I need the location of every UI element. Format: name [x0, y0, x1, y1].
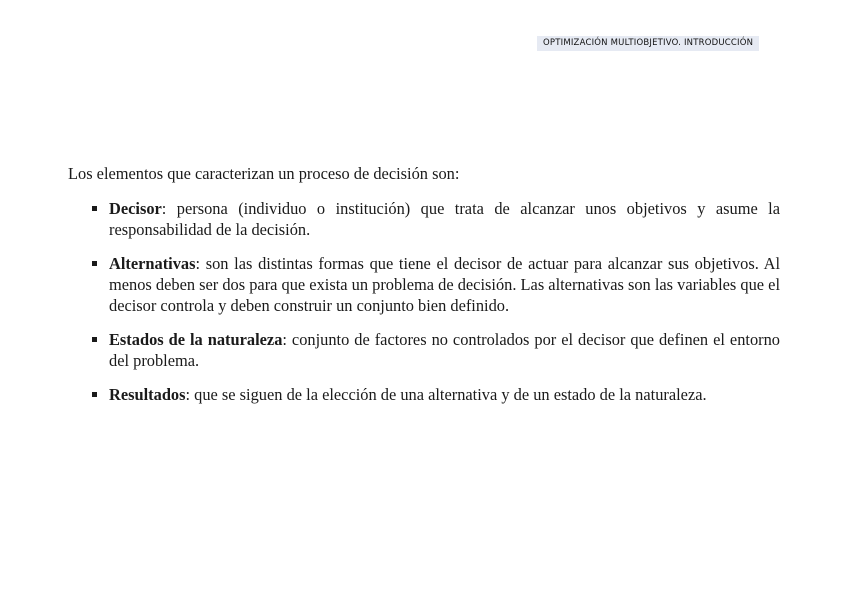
- item-description: : persona (individuo o institución) que trata de alcanzar unos objetivos y asume la responsabilidad de la decisión.: [109, 199, 780, 239]
- square-bullet-icon: [92, 206, 97, 211]
- list-item-resultados: [109, 384, 780, 405]
- square-bullet-icon: [92, 337, 97, 342]
- list-item-estados-naturaleza: [109, 329, 780, 371]
- list-item-alternativas: [109, 253, 780, 316]
- item-term: Estados de la naturaleza: [109, 330, 283, 349]
- page-content: [68, 163, 780, 418]
- decision-elements-list: [68, 198, 780, 405]
- square-bullet-icon: [92, 261, 97, 266]
- item-description: : son las distintas formas que tiene el decisor de actuar para alcanzar sus objetivos. Al menos deben ser dos para que exista un problema de decisión. Las alternativas son las variables que el decisor controla y deben construir un conjunto bien definido.: [109, 254, 780, 315]
- item-description: : conjunto de factores no controlados por el decisor que definen el entorno del problema.: [109, 330, 780, 370]
- list-item-decisor: [109, 198, 780, 240]
- square-bullet-icon: [92, 392, 97, 397]
- item-term: Decisor: [109, 199, 162, 218]
- item-description: : que se siguen de la elección de una alternativa y de un estado de la naturaleza.: [185, 385, 707, 404]
- running-header: OPTIMIZACIÓN MULTIOBJETIVO. INTRODUCCIÓN: [537, 36, 759, 51]
- item-term: Resultados: [109, 385, 186, 404]
- intro-paragraph: Los elementos que caracterizan un proceso de decisión son:: [68, 164, 460, 183]
- item-term: Alternativas: [109, 254, 196, 273]
